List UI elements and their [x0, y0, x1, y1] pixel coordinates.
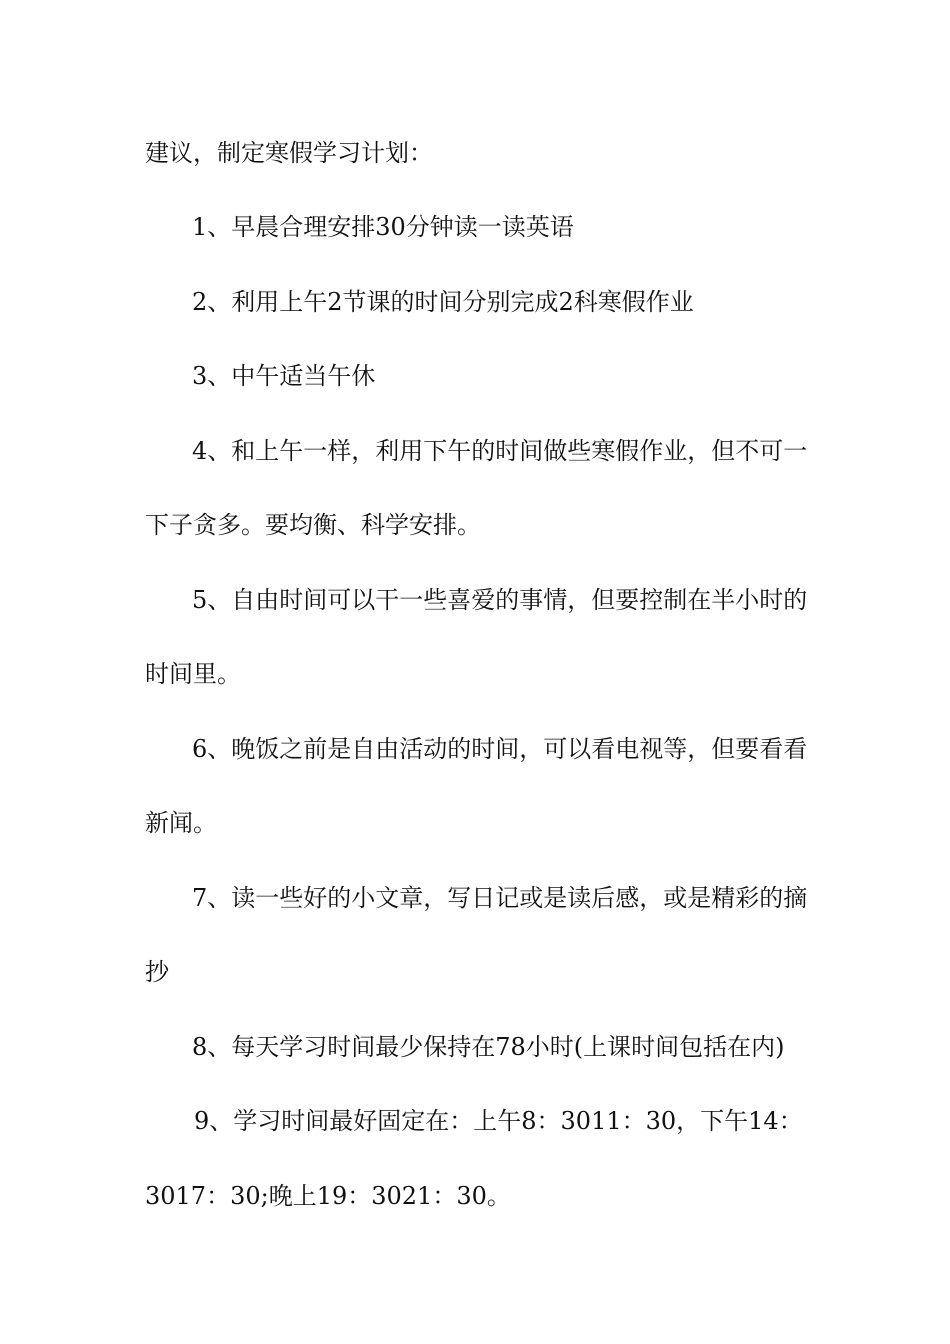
plan-item-6-line-2: 新闻。 [145, 809, 217, 837]
plan-item-6-line-1: 6、晚饭之前是自由活动的时间，可以看电视等，但要看看 [192, 735, 808, 763]
plan-item-9-line-2: 3017：30;晚上19：3021：30。 [145, 1182, 511, 1210]
plan-item-5-line-1: 5、自由时间可以干一些喜爱的事情，但要控制在半小时的 [192, 586, 808, 614]
plan-item-1: 1、早晨合理安排30分钟读一读英语 [192, 213, 574, 241]
plan-item-9-line-1: 9、学习时间最好固定在：上午8：3011：30，下午14： [194, 1107, 803, 1135]
plan-item-8: 8、每天学习时间最少保持在78小时(上课时间包括在内) [192, 1033, 785, 1061]
plan-item-7-line-2: 抄 [145, 958, 169, 986]
plan-item-4-line-1: 4、和上午一样，利用下午的时间做些寒假作业，但不可一 [192, 437, 808, 465]
plan-item-3: 3、中午适当午休 [192, 362, 376, 390]
plan-item-4-line-2: 下子贪多。要均衡、科学安排。 [145, 511, 481, 539]
plan-item-2: 2、利用上午2节课的时间分别完成2科寒假作业 [192, 288, 694, 316]
intro-line: 建议，制定寒假学习计划： [145, 139, 433, 167]
plan-item-5-line-2: 时间里。 [145, 660, 241, 688]
plan-item-7-line-1: 7、读一些好的小文章，写日记或是读后感，或是精彩的摘 [192, 884, 808, 912]
